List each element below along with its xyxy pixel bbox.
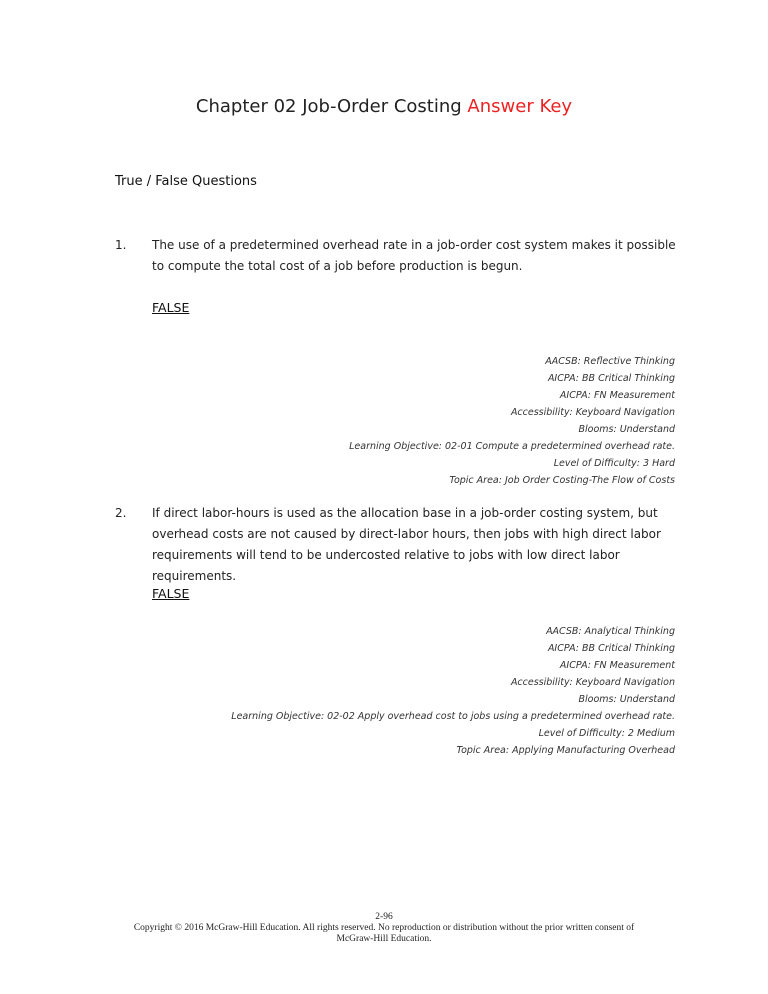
tag-aicpa-bb: AICPA: BB Critical Thinking: [547, 643, 675, 654]
tag-accessibility: Accessibility: Keyboard Navigation: [510, 677, 675, 688]
question-tags: [115, 353, 675, 489]
answer-label: FALSE: [152, 586, 190, 601]
copyright-line-1: Copyright © 2016 McGraw-Hill Education. All rights reserved. No reproduction or distribution without the prior written consent of: [133, 923, 635, 933]
copyright-line-2: McGraw-Hill Education.: [336, 934, 432, 944]
tag-topic-area: Topic Area: Job Order Costing-The Flow of Costs: [449, 475, 675, 486]
question-tags: [115, 623, 675, 759]
tag-learning-objective: Learning Objective: 02-01 Compute a predetermined overhead rate.: [349, 441, 675, 452]
title-accent: Answer Key: [467, 96, 573, 117]
question-text: If direct labor-hours is used as the allocation base in a job-order costing system, but overhead costs are not caused by direct-labor hours, then jobs with high direct labor requirements will tend to be undercosted relative to jobs with low direct labor requirements.: [152, 506, 661, 583]
page-footer: [0, 912, 768, 945]
page-title: [0, 96, 768, 117]
question-number: 2.: [115, 506, 127, 520]
answer-label: FALSE: [152, 300, 190, 315]
tag-aicpa-fn: AICPA: FN Measurement: [559, 390, 675, 401]
question-text: The use of a predetermined overhead rate in a job-order cost system makes it possible to compute the total cost of a job before production is begun.: [152, 238, 676, 273]
tag-aicpa-bb: AICPA: BB Critical Thinking: [547, 373, 675, 384]
tag-aicpa-fn: AICPA: FN Measurement: [559, 660, 675, 671]
tag-learning-objective: Learning Objective: 02-02 Apply overhead cost to jobs using a predetermined overhead rate.: [231, 711, 675, 722]
tag-aacsb: AACSB: Analytical Thinking: [546, 626, 675, 637]
section-heading: True / False Questions: [115, 174, 257, 189]
tag-topic-area: Topic Area: Applying Manufacturing Overhead: [456, 745, 675, 756]
title-main: Chapter 02 Job-Order Costing: [195, 96, 468, 117]
tag-difficulty: Level of Difficulty: 2 Medium: [538, 728, 675, 739]
tag-blooms: Blooms: Understand: [578, 424, 675, 435]
page-number: 2-96: [375, 912, 393, 922]
question-number: 1.: [115, 238, 127, 252]
tag-aacsb: AACSB: Reflective Thinking: [545, 356, 675, 367]
tag-difficulty: Level of Difficulty: 3 Hard: [553, 458, 675, 469]
tag-accessibility: Accessibility: Keyboard Navigation: [510, 407, 675, 418]
tag-blooms: Blooms: Understand: [578, 694, 675, 705]
